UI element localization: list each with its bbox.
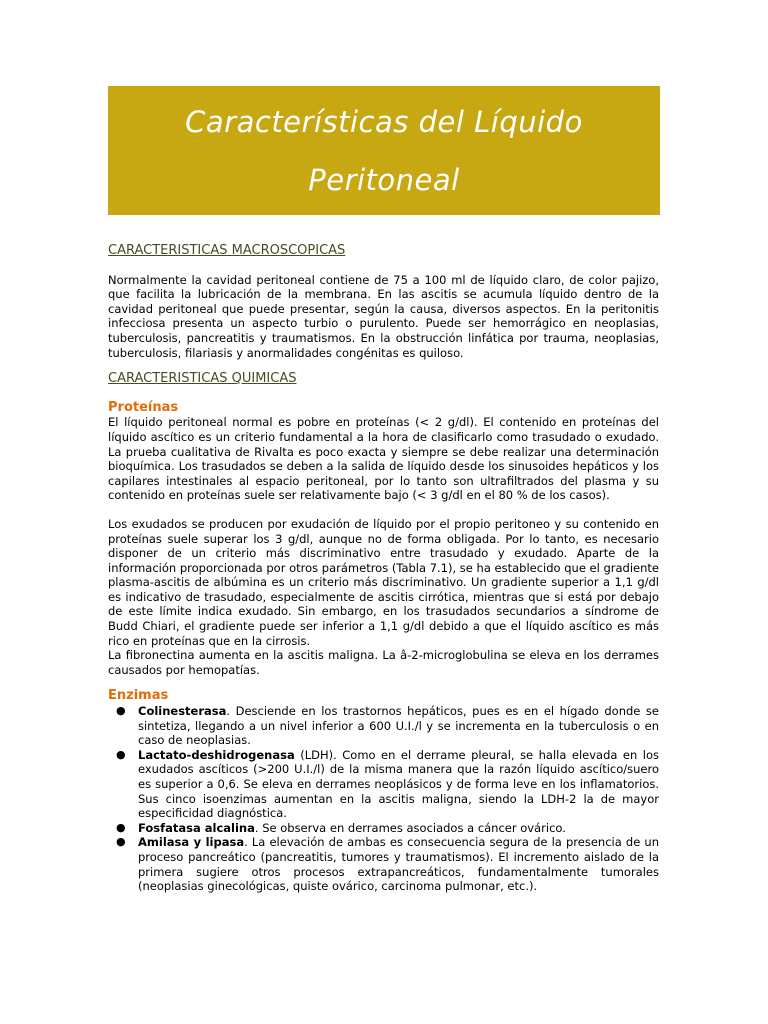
list-item: [108, 821, 659, 836]
enzimas-list: [108, 704, 659, 894]
bullet-icon: ●: [116, 704, 126, 718]
list-item: [108, 835, 659, 893]
enzyme-name: Amilasa y lipasa: [138, 835, 245, 850]
proteinas-paragraph-1: El líquido peritoneal normal es pobre en proteínas (< 2 g/dl). El contenido en proteínas del líquido ascítico es un criterio fundamental a la hora de clasificarlo como trasudado o exudado. La prueba cualitativa de Rivalta es poco exacta y siempre se debe realizar una determinación bioquímica. Los trasudados se deben a la salida de líquido desde los sinusoides hepáticos y los capilares intestinales al espacio peritoneal, por lo tanto son ultrafiltrados del plasma y su contenido en proteínas suele ser relativamente bajo (< 3 g/dl en el 80 % de los casos).: [108, 415, 659, 503]
proteinas-heading: Proteínas: [108, 399, 179, 415]
macro-paragraph: Normalmente la cavidad peritoneal contiene de 75 a 100 ml de líquido claro, de color pajizo, que facilita la lubricación de la membrana. En las ascitis se acumula líquido dentro de la cavidad peritoneal que puede presentar, según la causa, diversos aspectos. En la peritonitis infecciosa presenta un aspecto turbio o purulento. Puede ser hemorrágico en neoplasias, tuberculosis, pancreatitis y traumatismos. En la obstrucción linfática por trauma, neoplasias, tuberculosis, filariasis y anormalidades congénitas es quiloso.: [108, 272, 659, 360]
bullet-icon: ●: [116, 747, 126, 761]
enzyme-text: (LDH). Como en el derrame pleural, se halla elevada en los exudados ascíticos (>200 U.I./l) de la misma manera que la razón líquido ascítico/suero es superior a 0,6. Se eleva en derrames neoplásicos y de forma leve en los inflamatorios. Sus cinco isoenzimas aumentan en la ascitis maligna, siendo la LDH-2 la de mayor especificidad diagnóstica.: [138, 747, 659, 821]
enzyme-name: Fosfatasa alcalina: [138, 820, 255, 835]
enzyme-name: Colinesterasa: [138, 704, 227, 719]
document-body: [108, 244, 659, 894]
proteinas-paragraph-2: Los exudados se producen por exudación de líquido por el propio peritoneo y su contenido en proteínas suele superar los 3 g/dl, aunque no de forma obligada. Por lo tanto, es necesario disponer de un criterio más discriminativo entre trasudado y exudado. Aparte de la información proporcionada por otros parámetros (Tabla 7.1), se ha establecido que el gradiente plasma-ascitis de albúmina es un criterio más discriminativo. Un gradiente superior a 1,1 g/dl es indicativo de trasudado, especialmente de ascitis cirrótica, mientras que si está por debajo de este límite indica exudado. Sin embargo, en los trasudados secundarios a síndrome de Budd Chiari, el gradiente puede ser inferior a 1,1 g/dl debido a que el líquido ascítico es más rico en proteínas que en la cirrosis.: [108, 516, 659, 648]
quim-heading: CARACTERISTICAS QUIMICAS: [108, 371, 297, 387]
enzyme-text: . La elevación de ambas es consecuencia segura de la presencia de un proceso pancreático (pancreatitis, tumores y traumatismos). El incremento aislado de la primera sugiere otros procesos extrapancreáticos, fundamentalmente tumorales (neoplasias ginecológicas, quiste ovárico, carcinoma pulmonar, etc.).: [138, 835, 659, 894]
enzimas-heading: Enzimas: [108, 688, 169, 704]
enzyme-text: . Se observa en derrames asociados a cáncer ovárico.: [254, 820, 566, 835]
macro-heading: CARACTERISTICAS MACROSCOPICAS: [108, 243, 346, 258]
title-banner: [108, 86, 660, 215]
enzyme-text: . Desciende en los trastornos hepáticos, pues es en el hígado donde se sintetiza, llegando a un nivel inferior a 600 U.I./l y se incrementa en la tuberculosis o en caso de neoplasias.: [138, 704, 659, 748]
proteinas-paragraph-3: La fibronectina aumenta en la ascitis maligna. La â-2-microglobulina se eleva en los derrames causados por hemopatías.: [108, 648, 659, 677]
enzyme-name: Lactato-deshidrogenasa: [138, 747, 295, 762]
list-item: [108, 704, 659, 748]
title-line-1: Características del Líquido: [185, 104, 583, 139]
bullet-icon: ●: [116, 835, 126, 849]
list-item: [108, 748, 659, 821]
title-line-2: Peritoneal: [308, 162, 460, 197]
bullet-icon: ●: [116, 820, 126, 834]
